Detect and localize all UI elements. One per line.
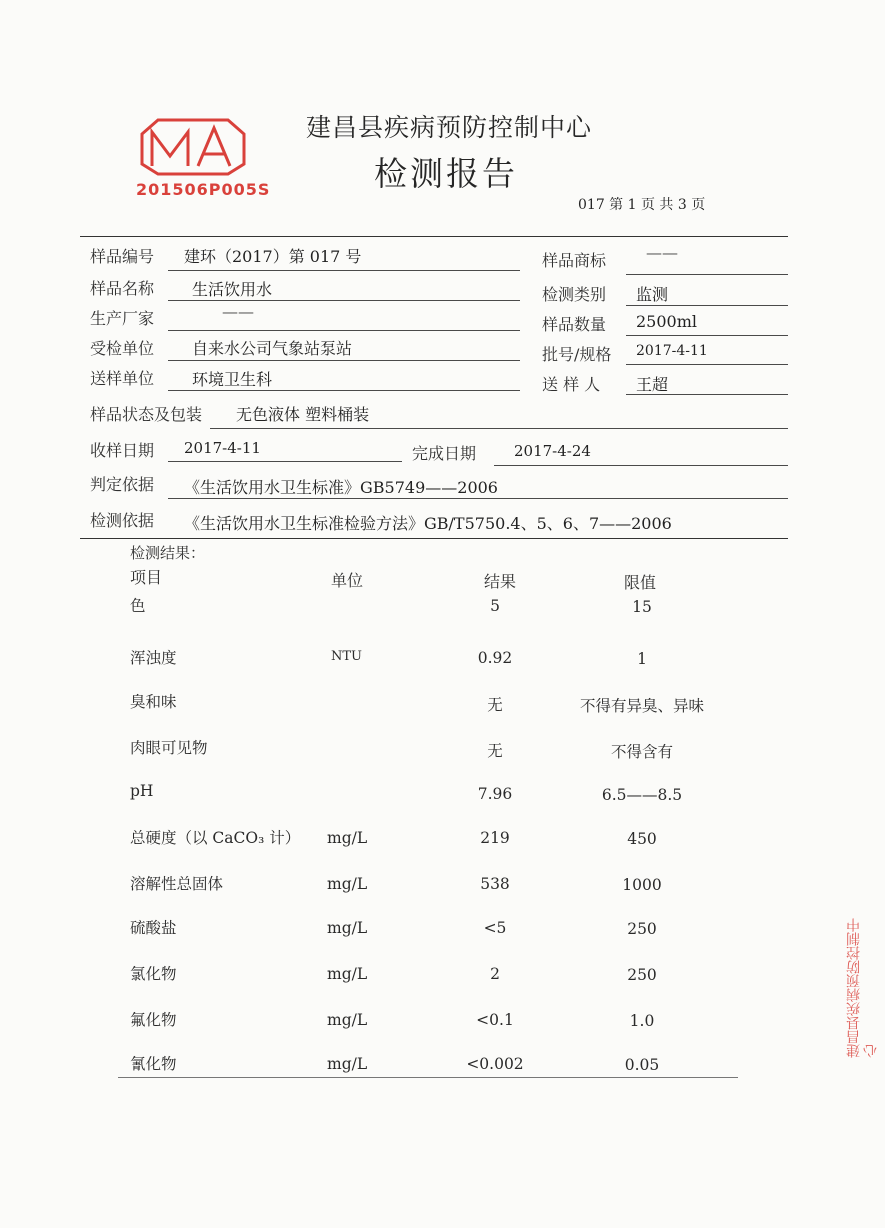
result-unit: NTU <box>331 649 363 664</box>
sender-label: 送 样 人 <box>542 375 601 394</box>
method-rule <box>80 538 788 539</box>
result-limit: 0.05 <box>624 1056 660 1074</box>
ma-stamp <box>128 112 271 207</box>
result-item: 氰化物 <box>130 1055 177 1073</box>
sender-value: 王超 <box>636 375 669 394</box>
sample-no-label: 样品编号 <box>90 247 155 266</box>
basis-label: 判定依据 <box>90 475 155 494</box>
result-unit: mg/L <box>327 965 368 983</box>
rule <box>168 461 402 462</box>
result-item: 浑浊度 <box>130 649 177 667</box>
result-limit: 1 <box>637 650 647 668</box>
result-limit: 6.5——8.5 <box>601 786 683 804</box>
bottom-rule <box>118 1077 738 1078</box>
result-value: 0.92 <box>477 649 513 667</box>
result-item: 溶解性总固体 <box>130 875 224 893</box>
header-limit: 限值 <box>624 573 657 592</box>
recv-label: 收样日期 <box>90 441 155 460</box>
state-label: 样品状态及包装 <box>90 405 203 424</box>
rule <box>626 305 788 306</box>
result-limit: 不得有异臭、异味 <box>579 697 704 715</box>
rule <box>626 335 788 336</box>
type-value: 监测 <box>636 285 669 304</box>
rule <box>168 300 520 301</box>
result-item: 总硬度（以 CaCO₃ 计） <box>130 829 301 847</box>
result-limit: 15 <box>632 598 652 616</box>
stamp-code: 201506P005S <box>136 180 271 199</box>
result-value: <5 <box>483 919 507 937</box>
result-value: 7.96 <box>477 785 513 803</box>
result-limit: 450 <box>627 830 657 848</box>
brand-label: 样品商标 <box>542 251 607 270</box>
result-item: 肉眼可见物 <box>130 739 208 757</box>
side-stamp: 建昌县疾病预防控制中心 <box>846 918 879 1058</box>
rule <box>168 270 520 271</box>
result-unit: mg/L <box>327 1055 368 1073</box>
done-label: 完成日期 <box>412 444 477 463</box>
rule <box>626 394 788 395</box>
result-value: 无 <box>487 696 503 714</box>
unit-value: 自来水公司气象站泵站 <box>192 339 353 358</box>
result-value: 5 <box>490 597 500 615</box>
report-title: 检测报告 <box>374 154 518 193</box>
sample-no-value: 建环（2017）第 017 号 <box>184 247 362 266</box>
rule <box>168 330 520 331</box>
basis-value: 《生活饮用水卫生标准》GB5749——2006 <box>184 478 498 497</box>
result-value: 无 <box>487 742 503 760</box>
sender-unit-label: 送样单位 <box>90 369 155 388</box>
rule <box>168 360 520 361</box>
result-limit: 250 <box>627 920 657 938</box>
state-value: 无色液体 塑料桶装 <box>236 405 370 424</box>
org-name: 建昌县疾病预防控制中心 <box>306 113 593 142</box>
rule <box>168 498 788 499</box>
unit-label: 受检单位 <box>90 339 155 358</box>
result-item: pH <box>130 782 154 800</box>
rule <box>626 364 788 365</box>
results-caption: 检测结果： <box>130 544 206 562</box>
method-label: 检测依据 <box>90 511 155 530</box>
batch-label: 批号/规格 <box>542 345 612 364</box>
result-item: 氯化物 <box>130 965 177 983</box>
name-value: 生活饮用水 <box>192 280 273 299</box>
result-value: <0.1 <box>476 1011 514 1029</box>
page-info: 017 第 1 页 共 3 页 <box>578 197 706 213</box>
method-value: 《生活饮用水卫生标准检验方法》GB/T5750.4、5、6、7——2006 <box>184 514 672 533</box>
result-item: 色 <box>130 597 146 615</box>
result-item: 臭和味 <box>130 693 177 711</box>
name-label: 样品名称 <box>90 279 155 298</box>
brand-value: —— <box>646 243 678 262</box>
maker-value: —— <box>222 302 254 321</box>
rule <box>210 428 788 429</box>
type-label: 检测类别 <box>542 285 607 304</box>
result-value: 538 <box>480 875 510 893</box>
result-value: 219 <box>480 829 510 847</box>
rule <box>626 274 788 275</box>
result-unit: mg/L <box>327 875 368 893</box>
result-limit: 1.0 <box>629 1012 655 1030</box>
result-unit: mg/L <box>327 829 368 847</box>
top-rule <box>80 236 788 237</box>
result-item: 氟化物 <box>130 1011 177 1029</box>
result-limit: 不得含有 <box>610 743 673 761</box>
rule <box>494 465 788 466</box>
result-limit: 1000 <box>622 876 662 894</box>
result-unit: mg/L <box>327 1011 368 1029</box>
result-limit: 250 <box>627 966 657 984</box>
header-item: 项目 <box>130 568 163 587</box>
result-value: 2 <box>490 965 500 983</box>
header-result: 结果 <box>484 572 517 591</box>
result-item: 硫酸盐 <box>130 919 177 937</box>
done-value: 2017-4-24 <box>514 442 591 460</box>
result-unit: mg/L <box>327 919 368 937</box>
rule <box>168 390 520 391</box>
recv-value: 2017-4-11 <box>184 439 261 457</box>
qty-value: 2500ml <box>636 312 698 331</box>
header-unit: 单位 <box>331 571 364 590</box>
result-value: <0.002 <box>466 1055 524 1073</box>
maker-label: 生产厂家 <box>90 309 155 328</box>
sender-unit-value: 环境卫生科 <box>192 370 273 389</box>
batch-value: 2017-4-11 <box>636 343 708 359</box>
qty-label: 样品数量 <box>542 315 607 334</box>
